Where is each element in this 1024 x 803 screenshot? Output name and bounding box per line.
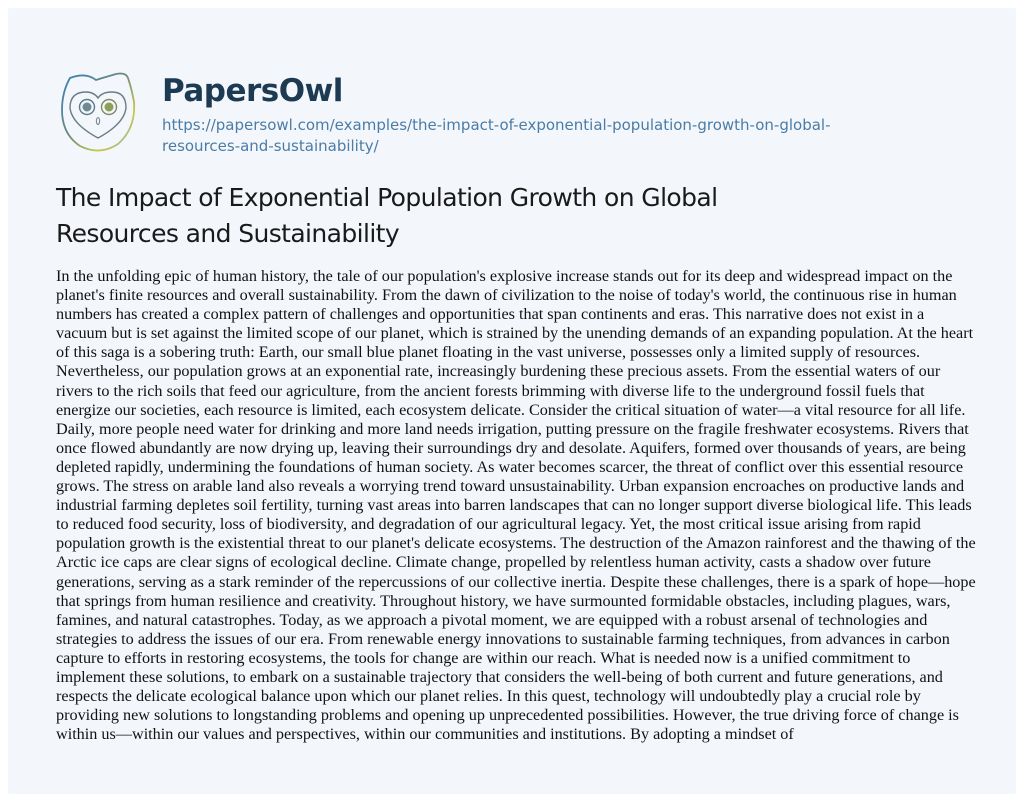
brand-header <box>56 68 922 157</box>
brand-name: PapersOwl <box>162 73 343 109</box>
article-title: The Impact of Exponential Population Growth on Global Resources and Sustainability <box>56 183 718 248</box>
document-card <box>8 8 1016 794</box>
article-body: In the unfolding epic of human history, the tale of our population's explosive increase stands out for its deep and widespread impact on the planet's finite resources and overall sustainability. From the dawn of civilization to the noise of today's world, the continuous rise in human numbers has created a complex pattern of challenges and opportunities that span continents and eras. This narrative does not exist in a vacuum but is set against the limited scope of our planet, which is strained by the unending demands of an expanding population. At the heart of this saga is a sobering truth: Earth, our small blue planet floating in the vast universe, possesses only a limited supply of resources. Nevertheless, our population grows at an exponential rate, increasingly burdening these precious assets. From the essential waters of our rivers to the rich soils that feed our agriculture, from the ancient forests brimming with diverse life to the underground fossil fuels that energize our societies, each resource is limited, each ecosystem delicate. Consider the critical situation of water—a vital resource for all life. Daily, more people need water for drinking and more land needs irrigation, putting pressure on the fragile freshwater ecosystems. Rivers that once flowed abundantly are now drying up, leaving their surroundings dry and desolate. Aquifers, formed over thousands of years, are being depleted rapidly, undermining the foundations of human society. As water becomes scarcer, the threat of conflict over this essential resource grows. The stress on arable land also reveals a worrying trend toward unsustainability. Urban expansion encroaches on productive lands and industrial farming depletes soil fertility, turning vast areas into barren landscapes that can no longer support diverse biological life. This leads to reduced food security, loss of biodiversity, and degradation of our agricultural legacy. Yet, the most critical issue arising from rapid population growth is the existential threat to our planet's delicate ecosystems. The destruction of the Amazon rainforest and the thawing of the Arctic ice caps are clear signs of ecological decline. Climate change, propelled by relentless human activity, casts a shadow over future generations, serving as a stark reminder of the repercussions of our collective inertia. Despite these challenges, there is a spark of hope—hope that springs from human resilience and creativity. Throughout history, we have surmounted formidable obstacles, including plagues, wars, famines, and natural catastrophes. Today, as we approach a pivotal moment, we are equipped with a robust arsenal of technologies and strategies to address the issues of our era. From renewable energy innovations to sustainable farming techniques, from advances in carbon capture to efforts in restoring ecosystems, the tools for change are within our reach. What is needed now is a unified commitment to implement these solutions, to embark on a sustainable trajectory that considers the well-being of both current and future generations, and respects the delicate ecological balance upon which our planet relies. In this quest, technology will undoubtedly play a crucial role by providing new solutions to longstanding problems and opening up unprecedented possibilities. However, the true driving force of change is within us—within our values and perspectives, within our communities and institutions. By adopting a mindset of <box>56 267 976 744</box>
owl-icon <box>56 68 140 156</box>
source-url-link[interactable] <box>162 115 922 157</box>
source-url-line-2[interactable]: resources-and-sustainability/ <box>162 137 379 155</box>
source-url-line-1[interactable]: https://papersowl.com/examples/the-impact-of-exponential-population-growth-on-global- <box>162 116 831 134</box>
